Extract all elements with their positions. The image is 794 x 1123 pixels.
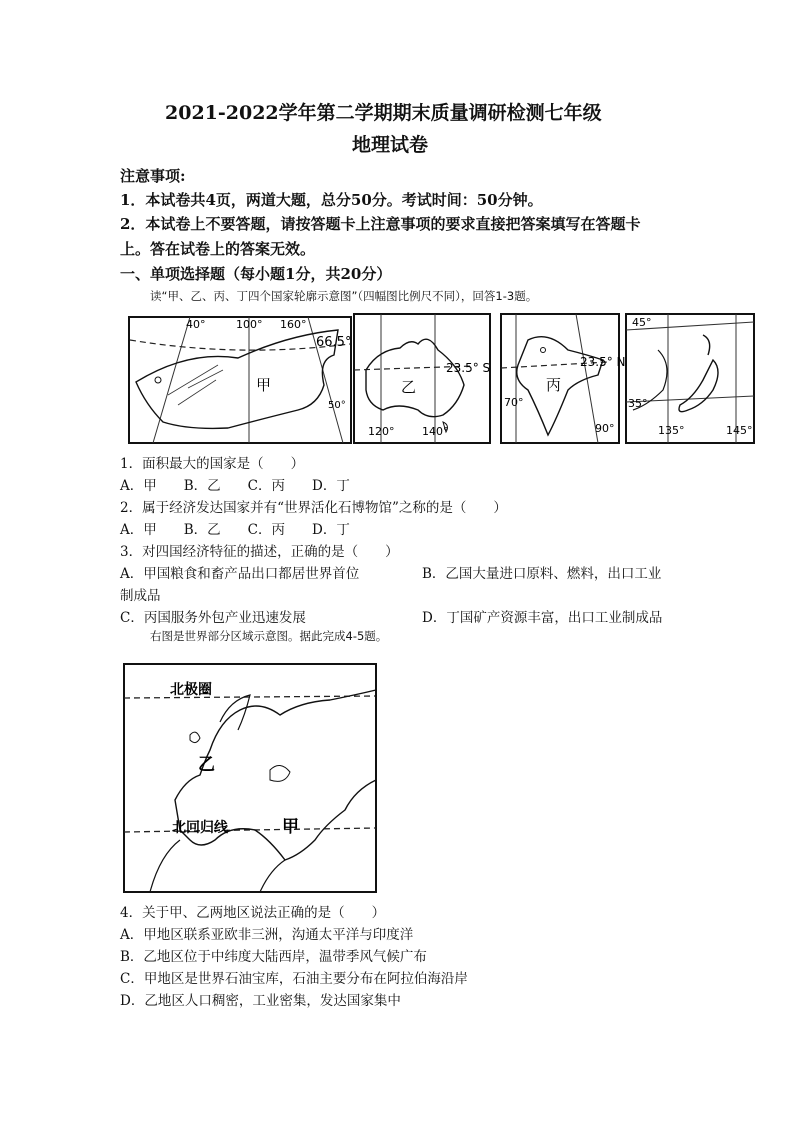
question-3-option-b: B．乙国大量进口原料、燃料，出口工业 <box>422 566 662 582</box>
map-bing <box>501 314 626 443</box>
map-bing-lat: 23.5° N <box>580 355 626 369</box>
region-yi-label: 乙 <box>198 755 215 775</box>
map-ding-lon-2: 145° <box>726 424 753 437</box>
map-bing-lon-1: 70° <box>504 396 524 409</box>
map-jia-lon-3: 160° <box>280 318 307 331</box>
map-jia <box>129 317 351 443</box>
question-4-stem: 4．关于甲、乙两地区说法正确的是（ ） <box>120 905 386 921</box>
notes-heading: 注意事项: <box>120 167 186 185</box>
question-1-stem: 1．面积最大的国家是（ ） <box>120 456 305 472</box>
map-jia-lat-1: 66.5° <box>316 335 352 350</box>
question-2-options: A．甲 B．乙 C．丙 D．丁 <box>120 522 350 538</box>
note-item-1: 1．本试卷共4页，两道大题，总分50分。考试时间：50分钟。 <box>120 191 543 209</box>
question-intro-4-5: 右图是世界部分区域示意图。据此完成4-5题。 <box>150 629 388 643</box>
map-jia-lon-2: 100° <box>236 318 263 331</box>
region-jia-label: 甲 <box>282 817 299 837</box>
region-map-figure <box>120 660 380 895</box>
map-bing-label: 丙 <box>546 376 562 394</box>
note-item-2-cont: 上。答在试卷上的答案无效。 <box>120 240 316 258</box>
question-3-option-b-cont: 制成品 <box>120 588 161 604</box>
question-3-option-a: A．甲国粮食和畜产品出口都居世界首位 <box>120 566 360 582</box>
page-title: 2021-2022学年第二学期期末质量调研检测七年级 <box>165 102 602 124</box>
map-yi <box>354 314 490 443</box>
country-maps-figure <box>128 310 756 445</box>
question-4-option-c: C．甲地区是世界石油宝库，石油主要分布在阿拉伯海沿岸 <box>120 971 468 987</box>
map-ding-lat-2: 35° <box>628 397 648 410</box>
section-heading: 一、单项选择题（每小题1分，共20分） <box>120 265 392 283</box>
map-yi-lon-1: 120° <box>368 425 395 438</box>
map-yi-label: 乙 <box>401 378 417 396</box>
question-3-option-d: D．丁国矿产资源丰富，出口工业制成品 <box>422 610 663 626</box>
tropic-of-cancer-label: 北回归线 <box>172 820 228 836</box>
map-jia-lat-2: 50° <box>328 400 346 411</box>
map-ding-lat-1: 45° <box>632 316 652 329</box>
map-jia-label: 甲 <box>256 376 272 394</box>
map-yi-lon-2: 140° <box>422 425 449 438</box>
question-3-stem: 3．对四国经济特征的描述，正确的是（ ） <box>120 544 399 560</box>
note-item-2: 2．本试卷上不要答题，请按答题卡上注意事项的要求直接把答案填写在答题卡 <box>120 215 641 233</box>
question-3-option-c: C．丙国服务外包产业迅速发展 <box>120 610 306 626</box>
map-ding-lon-1: 135° <box>658 424 685 437</box>
question-1-options: A．甲 B．乙 C．丙 D．丁 <box>120 478 350 494</box>
map-bing-lon-2: 90° <box>595 422 615 435</box>
map-ding <box>626 314 754 443</box>
arctic-circle-label: 北极圈 <box>170 682 212 698</box>
question-4-option-a: A．甲地区联系亚欧非三洲，沟通太平洋与印度洋 <box>120 927 414 943</box>
map-jia-lon-1: 40° <box>186 318 206 331</box>
question-intro-1-3: 读“甲、乙、丙、丁四个国家轮廓示意图”（四幅图比例尺不同），回答1-3题。 <box>150 289 538 303</box>
question-2-stem: 2．属于经济发达国家并有“世界活化石博物馆”之称的是（ ） <box>120 500 507 516</box>
map-yi-lat: 23.5° S <box>446 361 491 375</box>
question-4-option-d: D．乙地区人口稠密，工业密集，发达国家集中 <box>120 993 401 1009</box>
page-subtitle: 地理试卷 <box>352 134 429 156</box>
question-4-option-b: B．乙地区位于中纬度大陆西岸，温带季风气候广布 <box>120 949 427 965</box>
